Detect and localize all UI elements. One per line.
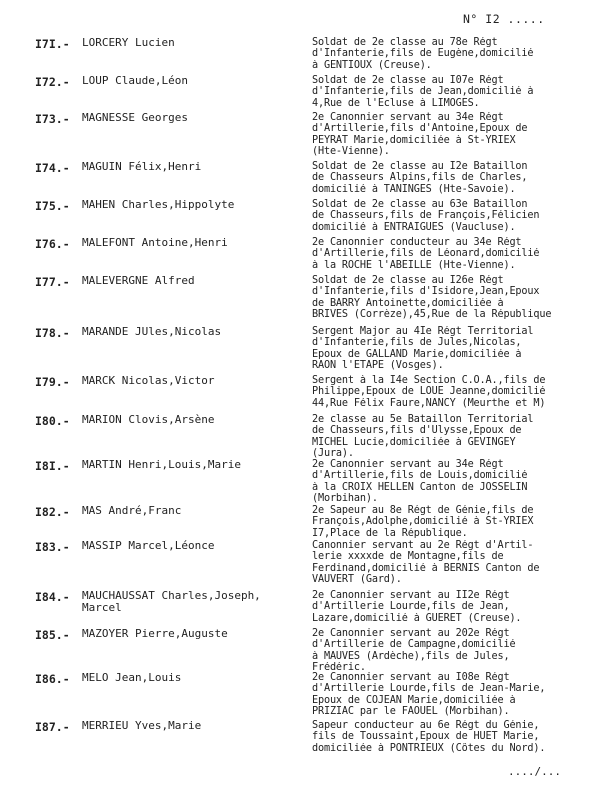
description-line: (Morbihan). [312, 493, 378, 505]
entry-name: MELO Jean,Louis [82, 671, 182, 684]
entry-number: I86.- [35, 672, 70, 686]
description-line: Soldat de 2e classe au I2e Bataillon [312, 161, 528, 172]
description-line: 2e Canonnier servant au 34e Régt [312, 112, 504, 123]
description-line: d'Artillerie de Campagne,domicilié [312, 639, 516, 651]
entry-description [312, 375, 596, 409]
description-line: Soldat de 2e classe au 78e Régt [312, 37, 498, 48]
description-line: de Chasseurs,fils d'Ulysse,Epoux de [312, 425, 522, 437]
entry-number: I78.- [35, 326, 70, 340]
entry-description [312, 414, 596, 459]
description-line: d'Artillerie Lourde,fils de Jean-Marie, [312, 683, 546, 695]
description-line: Sergent Major au 4Ie Régt Territorial [312, 326, 534, 337]
description-line: 2e Sapeur au 8e Régt de Génie,fils de [312, 505, 534, 516]
entry-name: MERRIEU Yves,Marie [82, 719, 202, 732]
entry-number: I87.- [35, 720, 70, 734]
entry-number: I79.- [35, 375, 70, 389]
description-line: Philippe,Epoux de LOUE Jeanne,domicilié [312, 386, 546, 398]
description-line: Canonnier servant au 2e Régt d'Artil- [312, 540, 534, 551]
description-line: 2e Canonnier servant au II2e Régt [312, 590, 510, 601]
description-line: d'Infanterie,fils de Eugène,domicilié [312, 48, 534, 60]
entry-number: I72.- [35, 75, 70, 89]
entry-name: MAZOYER Pierre,Auguste [82, 627, 228, 640]
entry-number: I7I.- [35, 37, 70, 51]
description-line: 2e Canonnier conducteur au 34e Régt [312, 237, 522, 248]
entry-number: I83.- [35, 540, 70, 554]
description-line: fils de Toussaint,Epoux de HUET Marie, [312, 731, 540, 743]
description-line: lerie xxxxde de Montagne,fils de [312, 551, 504, 563]
entry-number: I75.- [35, 199, 70, 213]
description-line: Frédéric. [312, 662, 366, 674]
description-line: Sapeur conducteur au 6e Régt du Génie, [312, 720, 540, 731]
description-line: d'Infanterie,fils d'Isidore,Jean,Epoux [312, 286, 540, 298]
description-line: d'Artillerie,fils de Léonard,domicilié [312, 248, 540, 260]
entry-description [312, 37, 596, 71]
description-line: 2e classe au 5e Bataillon Territorial [312, 414, 534, 425]
description-line: domicilié à ENTRAIGUES (Vaucluse). [312, 221, 516, 233]
entry-name: MARTIN Henri,Louis,Marie [82, 458, 241, 471]
entry-description [312, 672, 596, 717]
description-line: RAON l'ETAPE (Vosges). [312, 360, 444, 372]
entry-number: I74.- [35, 161, 70, 175]
description-line: (Hte-Vienne). [312, 146, 390, 158]
description-line: de Chasseurs,fils de François,Félicien [312, 210, 540, 222]
description-line: à la CROIX HELLEN Canton de JOSSELIN [312, 481, 528, 493]
page-number: N° I2 ..... [463, 12, 545, 26]
entry-number: I85.- [35, 628, 70, 642]
description-line: Ferdinand,domicilié à BERNIS Canton de [312, 562, 540, 574]
entry-name: MASSIP Marcel,Léonce [82, 539, 215, 552]
description-line: d'Infanterie,fils de Jean,domicilié à [312, 86, 534, 98]
description-line: d'Artillerie,fils d'Antoine,Epoux de [312, 123, 528, 135]
description-line: MICHEL Lucie,domiciliée à GEVINGEY [312, 436, 516, 448]
description-line: d'Artillerie,fils de Louis,domicilié [312, 470, 528, 482]
description-line: Sergent à la I4e Section C.O.A.,fils de [312, 375, 546, 386]
entry-description [312, 590, 596, 624]
description-line: à GENTIOUX (Creuse). [312, 59, 432, 71]
description-line: 2e Canonnier servant au 34e Régt [312, 459, 504, 470]
description-line: 2e Canonnier servant au I08e Régt [312, 672, 510, 683]
entry-number: I8I.- [35, 459, 70, 473]
entry-description [312, 326, 596, 371]
entry-name: MARION Clovis,Arsène [82, 413, 215, 426]
entry-name: MAGNESSE Georges [82, 111, 188, 124]
entry-name: MAGUIN Félix,Henri [82, 160, 202, 173]
description-line: Lazare,domicilié à GUERET (Creuse). [312, 612, 522, 624]
entry-name: MARANDE JUles,Nicolas [82, 325, 222, 338]
description-line: de Chasseurs Alpins,fils de Charles, [312, 172, 528, 184]
entry-description [312, 505, 596, 539]
description-line: Epoux de GALLAND Marie,domiciliée à [312, 348, 522, 360]
entry-number: I76.- [35, 237, 70, 251]
entry-name: MARCK Nicolas,Victor [82, 374, 215, 387]
description-line: PRIZIAC par le FAOUEL (Morbihan). [312, 706, 510, 718]
entry-number: I84.- [35, 590, 70, 604]
continuation-mark: ..../... [508, 765, 561, 778]
entry-name: LORCERY Lucien [82, 36, 175, 49]
description-line: d'Artillerie Lourde,fils de Jean, [312, 601, 510, 613]
description-line: à la ROCHE l'ABEILLE (Hte-Vienne). [312, 259, 516, 271]
description-line: VAUVERT (Gard). [312, 574, 402, 586]
entry-description [312, 459, 596, 504]
entry-name: LOUP Claude,Léon [82, 74, 188, 87]
entry-name: MAHEN Charles,Hippolyte [82, 198, 235, 211]
entry-name: MAS André,Franc [82, 504, 182, 517]
description-line: de BARRY Antoinette,domiciliée à [312, 297, 504, 309]
entry-number: I73.- [35, 112, 70, 126]
description-line: François,Adolphe,domicilié à St-YRIEX [312, 516, 534, 528]
description-line: (Jura). [312, 448, 354, 460]
description-line: d'Infanterie,fils de Jules,Nicolas, [312, 337, 522, 349]
description-line: 2e Canonnier servant au 202e Régt [312, 628, 510, 639]
description-line: Soldat de 2e classe au 63e Bataillon [312, 199, 528, 210]
description-line: domiciliée à PONTRIEUX (Côtes du Nord). [312, 742, 546, 754]
entry-description [312, 237, 596, 271]
description-line: PEYRAT Marie,domiciliée à St-YRIEX [312, 134, 516, 146]
description-line: Soldat de 2e classe au I26e Régt [312, 275, 504, 286]
description-line: Epoux de COJEAN Marie,domiciliée à [312, 694, 516, 706]
entry-number: I82.- [35, 505, 70, 519]
entry-description [312, 275, 596, 320]
entry-description [312, 628, 596, 673]
entry-number: I77.- [35, 275, 70, 289]
entry-name: MAUCHAUSSAT Charles,Joseph, Marcel [82, 589, 261, 614]
entry-description [312, 540, 596, 585]
description-line: 4,Rue de l'Ecluse à LIMOGES. [312, 97, 480, 109]
entry-description [312, 112, 596, 157]
entry-description [312, 199, 596, 233]
entry-name: MALEFONT Antoine,Henri [82, 236, 228, 249]
entry-description [312, 720, 596, 754]
description-line: BRIVES (Corrèze),45,Rue de la République [312, 309, 552, 321]
entry-description [312, 75, 596, 109]
description-line: 44,Rue Félix Faure,NANCY (Meurthe et M) [312, 397, 546, 409]
entry-name: MALEVERGNE Alfred [82, 274, 195, 287]
description-line: à MAUVES (Ardèche),fils de Jules, [312, 650, 510, 662]
entry-number: I80.- [35, 414, 70, 428]
description-line: Soldat de 2e classe au I07e Régt [312, 75, 504, 86]
description-line: domicilié à TANINGES (Hte-Savoie). [312, 183, 516, 195]
description-line: I7,Place de la République. [312, 527, 468, 539]
entry-description [312, 161, 596, 195]
